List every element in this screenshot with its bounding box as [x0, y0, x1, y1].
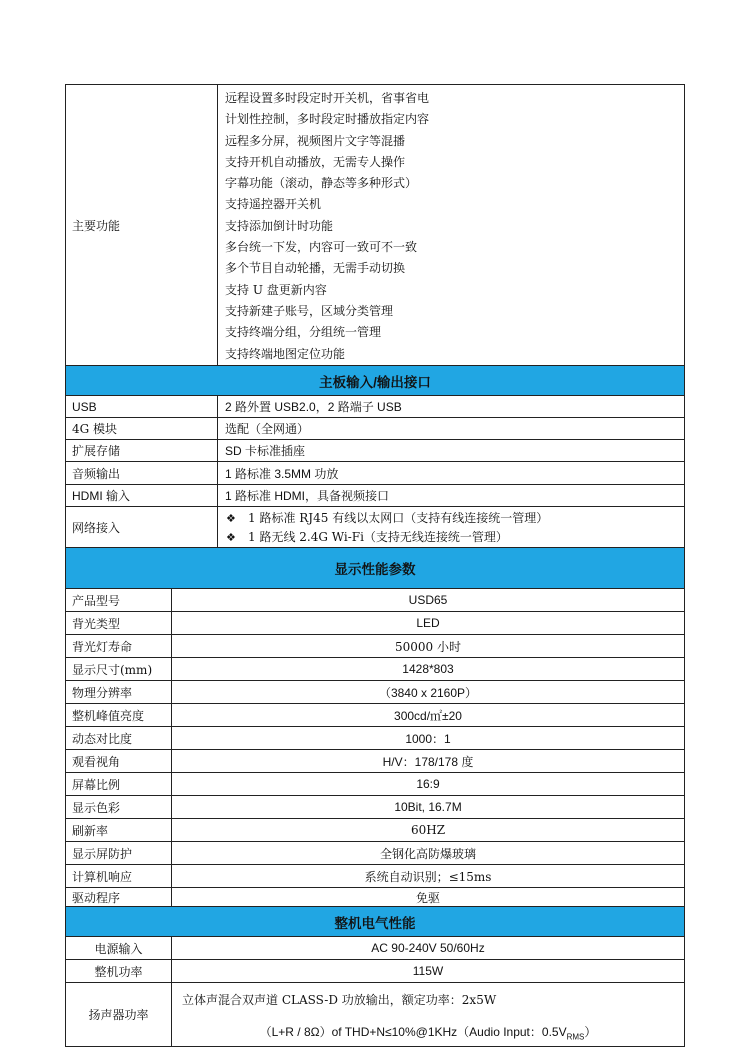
display-row-value: 1428*803 [402, 662, 454, 676]
display-row-label: 显示色彩 [66, 796, 172, 818]
io-row-label: 4G 模块 [66, 418, 218, 439]
speaker-line-2-text: （L+R / 8Ω）of THD+N≤10%@1KHz（Audio Input：0.5V [259, 1025, 567, 1039]
function-item: 支持遥控器开关机 [225, 197, 322, 212]
io-row [65, 396, 685, 418]
speaker-label: 扬声器功率 [66, 983, 172, 1046]
network-list [218, 507, 684, 547]
io-row-label: 音频输出 [66, 462, 218, 484]
io-row [65, 485, 685, 507]
display-row-label: 显示屏防护 [66, 842, 172, 864]
display-row-value: 10Bit, 16.7M [394, 800, 462, 814]
speaker-line-2-end: ） [584, 1025, 597, 1039]
display-row-value: LED [416, 616, 440, 630]
io-section-header: 主板输入/输出接口 [65, 366, 685, 396]
function-item: 计划性控制，多时段定时播放指定内容 [225, 112, 430, 127]
display-row-label: 观看视角 [66, 750, 172, 772]
display-row [65, 773, 685, 796]
display-row-value: 1000：1 [405, 731, 451, 746]
main-functions-row [65, 84, 685, 366]
io-row-value: 选配（全网通） [225, 422, 310, 436]
display-row [65, 589, 685, 612]
display-row [65, 842, 685, 865]
display-row-label: 驱动程序 [66, 888, 172, 906]
function-item: 支持新建子账号，区域分类管理 [225, 303, 394, 318]
display-row-label: 产品型号 [66, 589, 172, 611]
io-row [65, 440, 685, 462]
electrical-section-header: 整机电气性能 [65, 907, 685, 937]
display-row [65, 658, 685, 681]
display-row [65, 865, 685, 888]
display-row-label: 刷新率 [66, 819, 172, 841]
io-row [65, 462, 685, 485]
electrical-row-value: AC 90-240V 50/60Hz [371, 941, 485, 955]
io-row-value: 1 路标准 3.5MM 功放 [225, 466, 339, 481]
display-row-label: 整机峰值亮度 [66, 704, 172, 726]
network-item-text: 1 路标准 RJ45 有线以太网口（支持有线连接统一管理） [248, 511, 549, 525]
display-row-value: 16:9 [416, 777, 440, 791]
display-row-value: USD65 [408, 593, 448, 607]
display-row [65, 888, 685, 907]
io-row-label: USB [66, 396, 218, 417]
display-row-value: （3840 x 2160P） [378, 685, 478, 700]
diamond-bullet-icon: ❖ [226, 531, 236, 544]
function-item: 远程多分屏，视频图片文字等混播 [225, 133, 406, 148]
display-row [65, 635, 685, 658]
electrical-row [65, 937, 685, 960]
display-row-label: 动态对比度 [66, 727, 172, 749]
io-row [65, 418, 685, 440]
function-item: 支持终端地图定位功能 [225, 346, 346, 361]
display-row [65, 750, 685, 773]
network-item [226, 509, 684, 528]
display-row-label: 背光灯寿命 [66, 635, 172, 657]
function-item: 支持 U 盘更新内容 [225, 282, 327, 297]
function-item: 远程设置多时段定时开关机，省事省电 [225, 91, 430, 105]
function-item: 支持开机自动播放，无需专人操作 [225, 154, 406, 169]
display-row-label: 计算机响应 [66, 865, 172, 887]
main-functions-list [218, 85, 684, 365]
display-row [65, 681, 685, 704]
io-row-value: 2 路外置 USB2.0，2 路端子 USB [225, 400, 402, 414]
display-row [65, 612, 685, 635]
spec-table [65, 84, 685, 1047]
display-row-label: 背光类型 [66, 612, 172, 634]
display-row-value: 50000 小时 [395, 639, 461, 654]
function-item: 多个节目自动轮播，无需手动切换 [225, 261, 406, 276]
io-row-value: SD 卡标准插座 [225, 444, 306, 458]
network-item [226, 528, 684, 547]
function-item: 支持终端分组，分组统一管理 [225, 325, 382, 340]
display-row-label: 显示尺寸(mm) [66, 658, 172, 680]
display-section-header: 显示性能参数 [65, 548, 685, 589]
main-functions-label: 主要功能 [66, 85, 218, 365]
function-item: 支持添加倒计时功能 [225, 218, 334, 233]
diamond-bullet-icon: ❖ [226, 512, 236, 525]
speaker-value [172, 983, 684, 1046]
display-row-value: 系统自动识别；≤15ms [364, 869, 492, 884]
display-row [65, 796, 685, 819]
electrical-row-label: 整机功率 [66, 960, 172, 982]
display-row-label: 屏幕比例 [66, 773, 172, 795]
electrical-row [65, 960, 685, 983]
io-row-value: 1 路标准 HDMI，具备视频接口 [225, 489, 390, 503]
electrical-row-label: 电源输入 [66, 937, 172, 959]
network-row [65, 507, 685, 548]
electrical-row-value: 115W [412, 964, 444, 978]
display-row-value: 60HZ [410, 823, 446, 837]
io-row-label: 扩展存储 [66, 440, 218, 461]
speaker-line-2 [172, 1017, 684, 1047]
display-row [65, 704, 685, 727]
function-item: 字幕功能（滚动，静态等多种形式） [225, 176, 418, 191]
network-item-text: 1 路无线 2.4G Wi-Fi（支持无线连接统一管理） [248, 530, 508, 544]
display-row-label: 物理分辨率 [66, 681, 172, 703]
display-row-value: 免驱 [415, 890, 440, 905]
io-row-label: HDMI 输入 [66, 485, 218, 506]
speaker-line-1: 立体声混合双声道 CLASS-D 功放输出，额定功率：2x5W [182, 993, 497, 1007]
display-row-value: H/V：178/178 度 [382, 754, 474, 769]
display-row [65, 727, 685, 750]
speaker-row [65, 983, 685, 1047]
function-item: 多台统一下发，内容可一致可不一致 [225, 240, 418, 255]
display-row [65, 819, 685, 842]
display-row-value: 全钢化高防爆玻璃 [379, 846, 476, 861]
rms-subscript: RMS [566, 1032, 585, 1042]
network-label: 网络接入 [66, 507, 218, 547]
display-row-value: 300cd/㎡±20 [394, 708, 462, 723]
